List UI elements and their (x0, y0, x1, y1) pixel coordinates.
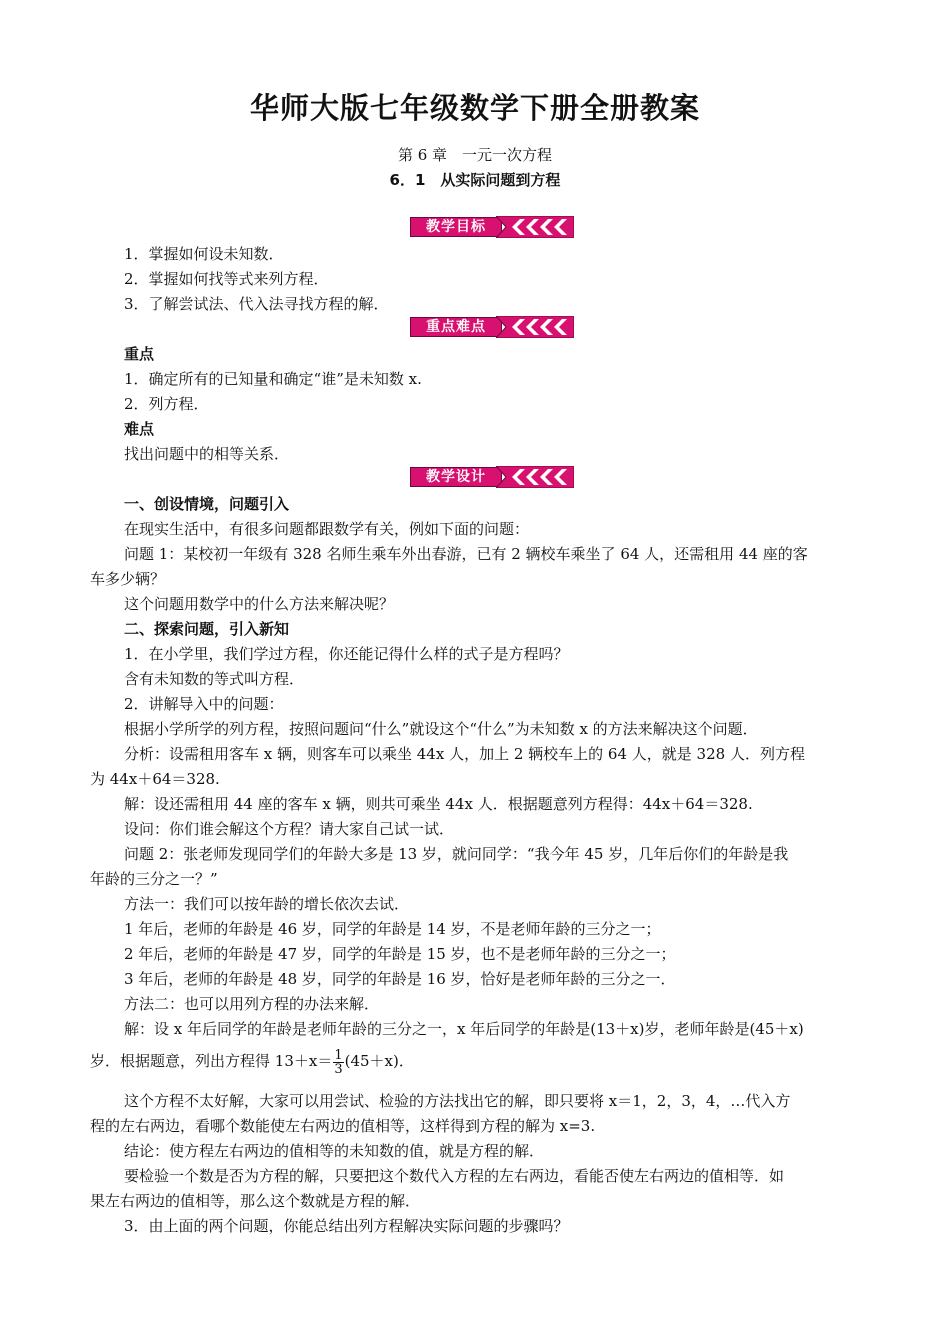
paragraph: 程的左右两边，看哪个数能使左右两边的值相等，这样得到方程的解为 x=3. (90, 1117, 596, 1135)
paragraph: 年龄的三分之一？” (90, 870, 218, 888)
equation-text: 岁．根据题意，列出方程得 13＋x＝ (90, 1052, 333, 1070)
chevrons-icon (496, 216, 574, 238)
paragraph: 3．由上面的两个问题，你能总结出列方程解决实际问题的步骤吗？ (124, 1217, 569, 1235)
fraction-denominator: 3 (334, 1061, 343, 1077)
paragraph: 3 年后，老师的年龄是 48 岁，同学的年龄是 16 岁，恰好是老师年龄的三分之一． (124, 970, 676, 988)
part1-heading: 一、创设情境，问题引入 (124, 495, 290, 513)
banner-key-difficulties (410, 316, 574, 338)
paragraph: 为 44x＋64＝328. (90, 770, 220, 788)
paragraph: 2 年后，老师的年龄是 47 岁，同学的年龄是 15 岁，也不是老师年龄的三分之一； (124, 945, 676, 963)
paragraph: 解：设 x 年后同学的年龄是老师年龄的三分之一，x 年后同学的年龄是(13＋x)岁，老师年龄是(45＋x) (124, 1020, 804, 1038)
section-heading: 6．1 从实际问题到方程 (389, 171, 561, 189)
chevrons-icon (496, 316, 574, 338)
fraction (333, 1049, 343, 1076)
equation-text: (45＋x)． (344, 1052, 414, 1070)
paragraph: 方法一：我们可以按年龄的增长依次去试． (124, 895, 410, 913)
paragraph: 问题 1：某校初一年级有 328 名师生乘车外出春游，已有 2 辆校车乘坐了 64 人，还需租用 44 座的客 (124, 545, 808, 563)
paragraph: 含有未知数的等式叫方程． (124, 670, 305, 688)
paragraph: 果左右两边的值相等，那么这个数就是方程的解． (90, 1192, 421, 1210)
paragraph: 这个方程不太好解，大家可以用尝试、检验的方法找出它的解，即只要将 x＝1，2，3，4，…代入方 (124, 1092, 791, 1110)
paragraph: 结论：使方程左右两边的值相等的未知数的值，就是方程的解． (124, 1142, 545, 1160)
chapter-heading: 第 6 章 一元一次方程 (397, 146, 553, 164)
paragraph: 解：设还需租用 44 座的客车 x 辆，则共可乘坐 44x 人．根据题意列方程得：44x＋64＝328. (124, 795, 753, 813)
objective-item: 2．掌握如何找等式来列方程． (124, 270, 329, 288)
paragraph: 分析：设需租用客车 x 辆，则客车可以乘坐 44x 人，加上 2 辆校车上的 64 人，就是 328 人．列方程 (124, 745, 805, 763)
paragraph: 1．在小学里，我们学过方程，你还能记得什么样的式子是方程吗？ (124, 645, 569, 663)
paragraph: 要检验一个数是否为方程的解，只要把这个数代入方程的左右两边，看能否使左右两边的值相等．如 (124, 1167, 785, 1185)
paragraph: 方法二：也可以用列方程的办法来解． (124, 995, 380, 1013)
fraction-numerator: 1 (334, 1047, 343, 1063)
paragraph: 这个问题用数学中的什么方法来解决呢？ (124, 595, 395, 613)
key-item: 2．列方程． (124, 395, 209, 413)
paragraph: 1 年后，老师的年龄是 46 岁，同学的年龄是 14 岁，不是老师年龄的三分之一； (124, 920, 661, 938)
banner-label: 教学设计 (410, 467, 502, 487)
paragraph: 2．讲解导入中的问题： (124, 695, 284, 713)
difficulty-heading: 难点 (124, 420, 155, 438)
paragraph: 根据小学所学的列方程，按照问题问“什么”就设这个“什么”为未知数 x 的方法来解决这个问题． (124, 720, 758, 738)
banner-label: 教学目标 (410, 217, 502, 237)
equation-line (90, 1046, 860, 1076)
paragraph: 设问：你们谁会解这个方程？请大家自己试一试． (124, 820, 455, 838)
objective-item: 1．掌握如何设未知数． (124, 245, 284, 263)
document-title: 华师大版七年级数学下册全册教案 (249, 91, 700, 125)
key-heading: 重点 (124, 345, 155, 363)
part2-heading: 二、探索问题，引入新知 (124, 620, 290, 638)
banner-teaching-goals (410, 216, 574, 238)
paragraph: 问题 2：张老师发现同学们的年龄大多是 13 岁，就问同学：“我今年 45 岁，几年后你们的年龄是我 (124, 845, 789, 863)
difficulty-text: 找出问题中的相等关系． (124, 445, 290, 463)
key-item: 1．确定所有的已知量和确定“谁”是未知数 x. (124, 370, 422, 388)
paragraph: 在现实生活中，有很多问题都跟数学有关，例如下面的问题： (124, 520, 530, 538)
paragraph: 车多少辆？ (90, 570, 166, 588)
banner-label: 重点难点 (410, 317, 502, 337)
banner-teaching-design (410, 466, 574, 488)
chevrons-icon (496, 466, 574, 488)
objective-item: 3．了解尝试法、代入法寻找方程的解． (124, 295, 389, 313)
